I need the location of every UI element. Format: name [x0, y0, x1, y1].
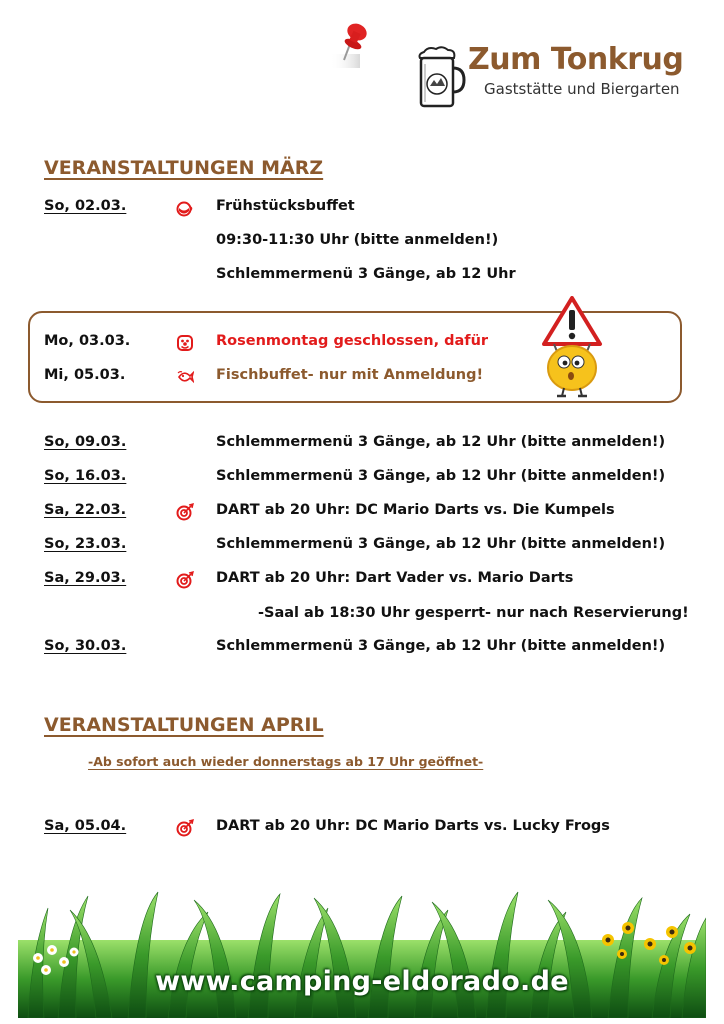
list-item	[44, 198, 704, 220]
event-date: Mi, 05.03.	[44, 367, 126, 383]
event-text: Schlemmermenü 3 Gänge, ab 12 Uhr (bitte anmelden!)	[216, 638, 666, 654]
event-date: So, 09.03.	[44, 434, 127, 450]
list-item	[44, 232, 704, 254]
clown-face-icon	[176, 334, 194, 352]
event-text: Fischbuffet- nur mit Anmeldung!	[216, 367, 484, 383]
coffee-cup-icon	[176, 199, 194, 217]
brand-title: Zum Tonkrug	[468, 42, 684, 77]
event-date: Sa, 22.03.	[44, 502, 127, 518]
logo	[414, 40, 684, 112]
april-title: VERANSTALTUNGEN APRIL	[44, 714, 324, 736]
list-item	[44, 367, 704, 389]
event-date: So, 02.03.	[44, 198, 127, 214]
website-url[interactable]: www.camping-eldorado.de	[155, 966, 569, 997]
list-item	[44, 266, 704, 288]
event-text: Schlemmermenü 3 Gänge, ab 12 Uhr (bitte anmelden!)	[216, 434, 666, 450]
beer-mug-icon	[414, 44, 466, 112]
event-date: Sa, 05.04.	[44, 818, 127, 834]
event-date: Sa, 29.03.	[44, 570, 127, 586]
event-text: Rosenmontag geschlossen, dafür	[216, 333, 489, 349]
list-item	[44, 818, 704, 840]
event-text: Schlemmermenü 3 Gänge, ab 12 Uhr	[216, 266, 516, 282]
event-text: Schlemmermenü 3 Gänge, ab 12 Uhr (bitte anmelden!)	[216, 468, 666, 484]
event-text: Schlemmermenü 3 Gänge, ab 12 Uhr (bitte anmelden!)	[216, 536, 666, 552]
brand-subtitle: Gaststätte und Biergarten	[484, 80, 680, 98]
list-item	[44, 638, 704, 660]
event-date: So, 30.03.	[44, 638, 127, 654]
list-item	[44, 434, 704, 456]
event-text: DART ab 20 Uhr: Dart Vader vs. Mario Darts	[216, 570, 574, 586]
dartboard-icon	[176, 503, 194, 521]
saal-note: -Saal ab 18:30 Uhr gesperrt- nur nach Reservierung!	[258, 605, 689, 621]
list-item	[44, 502, 704, 524]
event-text: DART ab 20 Uhr: DC Mario Darts vs. Die Kumpels	[216, 502, 615, 518]
push-pin-icon	[330, 18, 380, 74]
april-note: -Ab sofort auch wieder donnerstags ab 17 Uhr geöffnet-	[88, 754, 484, 769]
list-item	[44, 536, 704, 558]
list-item	[44, 570, 704, 592]
list-item	[44, 333, 704, 355]
event-date: So, 23.03.	[44, 536, 127, 552]
event-text: Frühstücksbuffet	[216, 198, 355, 214]
dartboard-icon	[176, 819, 194, 837]
event-date: So, 16.03.	[44, 468, 127, 484]
dartboard-icon	[176, 571, 194, 589]
event-date: Mo, 03.03.	[44, 333, 131, 349]
event-text: 09:30-11:30 Uhr (bitte anmelden!)	[216, 232, 499, 248]
list-item	[44, 468, 704, 490]
footer-banner	[18, 888, 706, 1018]
grass-illustration	[18, 888, 706, 1018]
event-text: DART ab 20 Uhr: DC Mario Darts vs. Lucky Frogs	[216, 818, 610, 834]
warning-mascot-icon	[540, 296, 604, 400]
march-title: VERANSTALTUNGEN MÄRZ	[44, 157, 324, 179]
fish-icon	[176, 368, 194, 386]
